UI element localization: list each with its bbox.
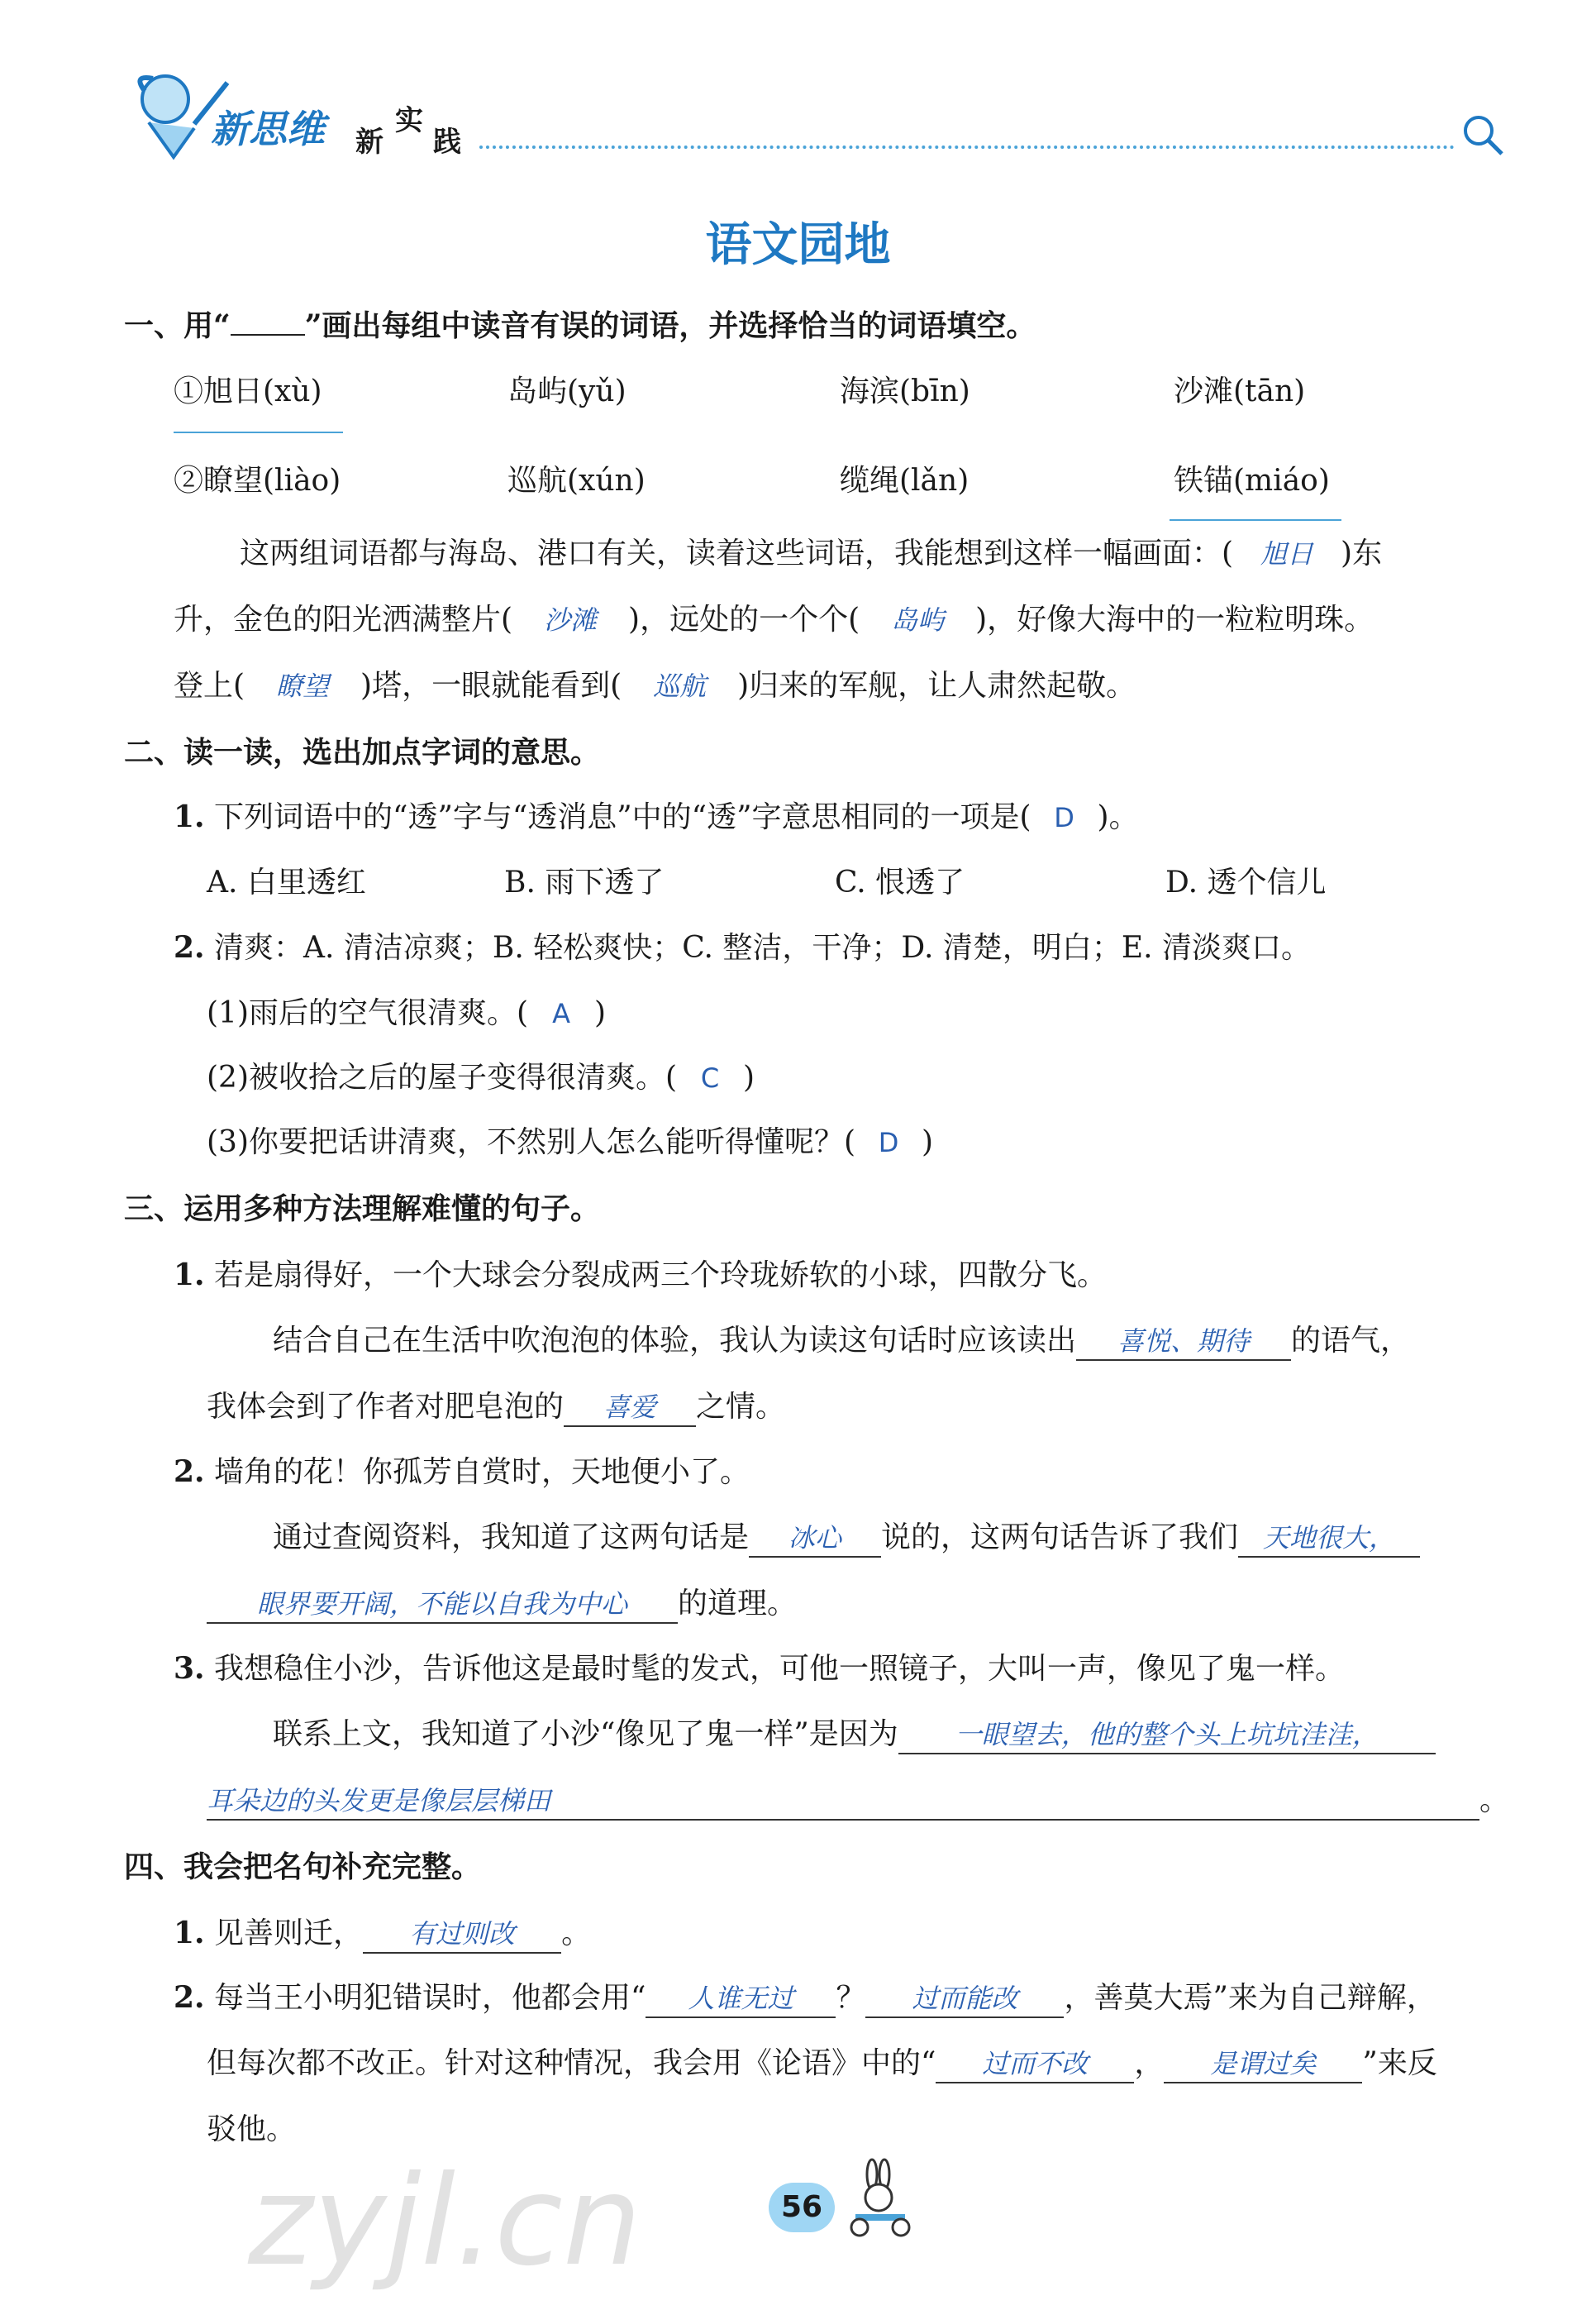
s2-sub1-answer: A [552,998,570,1029]
s3-q2-answer-1: 冰心 [749,1520,881,1558]
header-dotted-rule [479,146,1455,149]
word-1-3: 海滨(bīn) [840,375,970,408]
s2-sub1: (1)雨后的空气很清爽。( A ) [207,996,607,1030]
s3-q1: 1. 若是扇得好，一个大球会分裂成两三个玲珑娇软的小球，四散分飞。 [174,1258,1108,1292]
option-b: B. 雨下透了 [504,866,665,900]
s3-q2-answer-2: 天地很大， [1238,1520,1420,1558]
s4-q2-answer-2: 过而能改 [865,1980,1064,2018]
s3-q2-line-b: 眼界要开阔，不能以自我为中心 的道理。 [207,1586,797,1624]
s3-q2-answer-3: 眼界要开阔，不能以自我为中心 [207,1586,678,1624]
word-1-2: 岛屿(yǔ) [507,375,626,408]
section-4-heading: 四、我会把名句补充完整。 [124,1849,482,1884]
word-1-4: 沙滩(tān) [1174,375,1306,408]
s3-q1-answer-2: 喜爱 [564,1389,696,1427]
section-1-heading: 一、用“ ”画出每组中读音有误的词语，并选择恰当的词语填空。 [124,308,1036,343]
option-d: D. 透个信儿 [1165,866,1327,900]
brand-sub-3: 践 [433,126,461,159]
answer-1: 旭日 [1260,538,1314,570]
s4-q2-answer-3: 过而不改 [936,2045,1134,2083]
s1-para-line-2: 升，金色的阳光洒满整片( 沙滩 )，远处的一个个( 岛屿 )，好像大海中的一粒粒明珠。 [174,603,1374,637]
word-1-1: ①旭日(xù) [174,375,322,408]
magnifier-icon [1459,111,1508,160]
s4-q2-line-a: 2. 每当王小明犯错误时，他都会用“ 人谁无过 ？ 过而能改 ，善莫大焉”来为自己辩解， [174,1979,1436,2018]
page-number-badge [769,2183,835,2232]
s1-para-line-1: 这两组词语都与海岛、港口有关，读着这些词语，我能想到这样一幅画面：( 旭日 )东 [240,537,1383,570]
s2-sub2: (2)被收拾之后的屋子变得很清爽。( C ) [207,1061,755,1095]
page-title: 语文园地 [705,217,891,272]
section-3-heading: 三、运用多种方法理解难懂的句子。 [124,1191,601,1226]
s3-q1-line-b: 我体会到了作者对肥皂泡的 喜爱 之情。 [207,1389,785,1427]
s3-q3-line-a: 联系上文，我知道了小沙“像见了鬼一样”是因为 一眼望去，他的整个头上坑坑洼洼， [273,1716,1436,1754]
brand-title: 新思维 [211,107,325,151]
word-2-3: 缆绳(lǎn) [840,464,970,498]
s1-para-line-3: 登上( 瞭望 )塔，一眼就能看到( 巡航 )归来的军舰，让人肃然起敬。 [174,669,1136,703]
answer-5: 巡航 [653,671,707,702]
s4-q2-answer-4: 是谓过矣 [1164,2045,1362,2083]
s3-q1-answer-1: 喜悦、期待 [1076,1323,1291,1361]
s4-q1-answer: 有过则改 [363,1916,561,1954]
option-c: C. 恨透了 [835,866,965,900]
s3-q2: 2. 墙角的花！你孤芳自赏时，天地便小了。 [174,1454,750,1489]
s4-q2-answer-1: 人谁无过 [646,1980,836,2018]
s3-q2-line-a: 通过查阅资料，我知道了这两句话是 冰心 说的，这两句话告诉了我们 天地很大， [273,1520,1420,1558]
page-number: 56 [780,2190,823,2224]
bunny-scooter-icon [839,2158,922,2241]
word-2-2: 巡航(xún) [507,464,646,498]
answer-underline-2 [1170,519,1341,521]
s3-q3-answer-1: 一眼望去，他的整个头上坑坑洼洼， [898,1716,1436,1754]
word-2-4: 铁锚(miáo) [1174,464,1330,498]
s3-q3: 3. 我想稳住小沙，告诉他这是最时髦的发式，可他一照镜子，大叫一声，像见了鬼一样。 [174,1651,1346,1686]
s4-q2-line-c: 驳他。 [207,2112,297,2146]
header [116,66,1504,165]
s4-q2-line-b: 但每次都不改正。针对这种情况，我会用《论语》中的“ 过而不改 ， 是谓过矣 ”来反 [207,2045,1437,2083]
s3-q3-answer-2: 耳朵边的头发更是像层层梯田 [207,1783,1479,1821]
s2-q2: 2. 清爽：A. 清洁凉爽；B. 轻松爽快；C. 整洁，干净；D. 清楚，明白；E. 清淡爽口。 [174,930,1312,965]
section-2-heading: 二、读一读，选出加点字词的意思。 [124,735,601,770]
answer-underline-1 [174,432,343,433]
s2-q1-answer: D [1054,802,1074,833]
answer-2: 沙滩 [544,604,598,636]
s3-q1-line-a: 结合自己在生活中吹泡泡的体验，我认为读这句话时应该读出 喜悦、期待 的语气， [273,1323,1410,1361]
option-a: A. 白里透红 [207,866,366,900]
answer-4: 瞭望 [276,671,330,702]
word-2-1: ②瞭望(liào) [174,464,341,498]
s4-q1: 1. 见善则迁， 有过则改 。 [174,1915,591,1954]
s2-q1: 1. 下列词语中的“透”字与“透消息”中的“透”字意思相同的一项是( D )。 [174,799,1139,834]
s2-sub2-answer: C [700,1062,720,1094]
s2-sub3: (3)你要把话讲清爽，不然别人怎么能听得懂呢？( D ) [207,1125,934,1159]
s3-q3-line-b: 耳朵边的头发更是像层层梯田 。 [207,1783,1509,1821]
s2-sub3-answer: D [878,1127,899,1158]
brand-sub-1: 新 [355,126,384,159]
answer-3: 岛屿 [891,604,945,636]
brand-sub-2: 实 [395,104,423,137]
watermark: zyjl.cn [248,2150,642,2293]
